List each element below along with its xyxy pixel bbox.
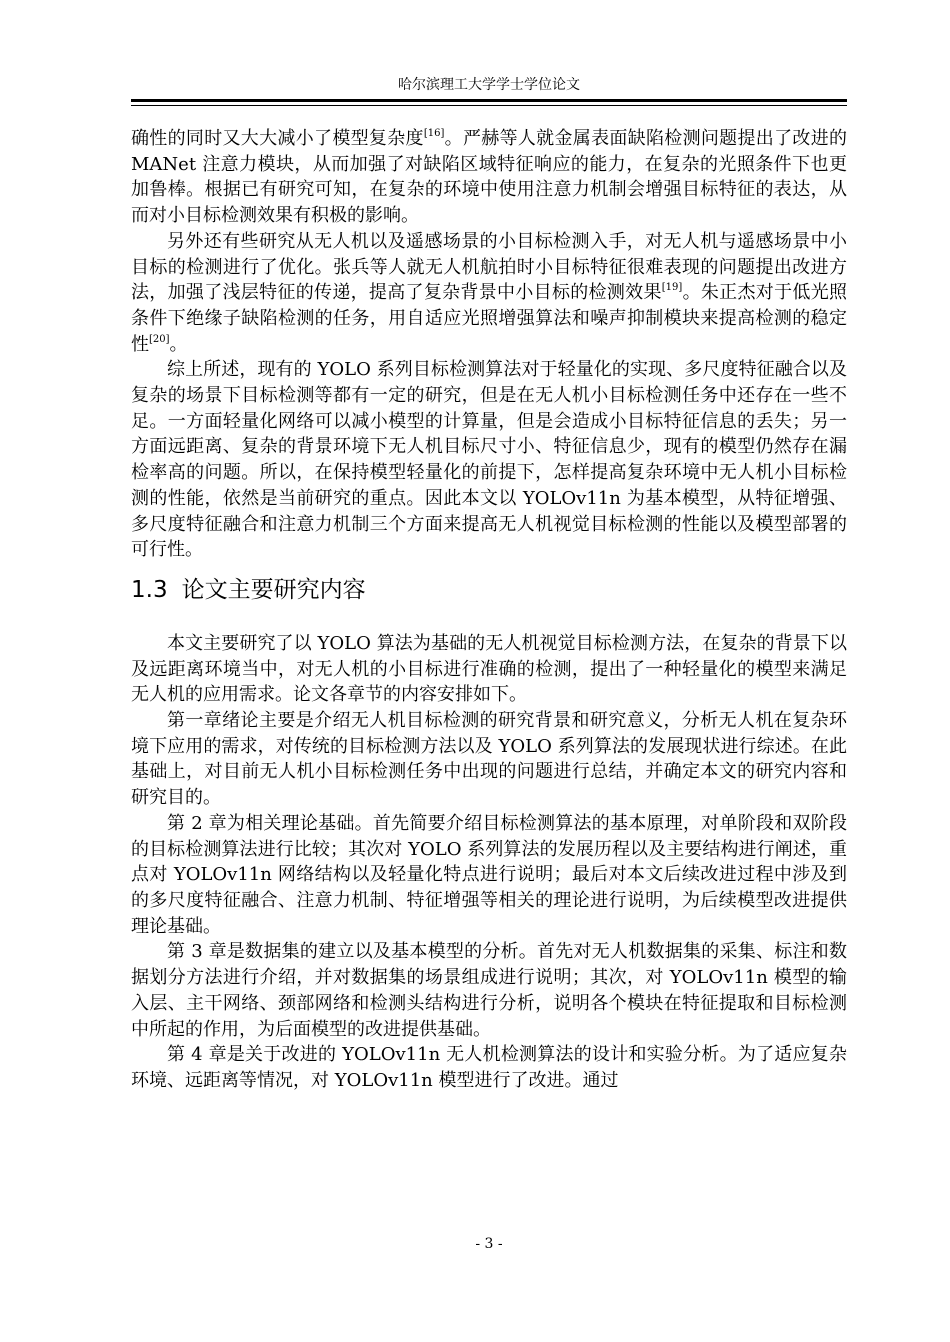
page-body (131, 126, 847, 1094)
paragraph-intro: 本文主要研究了以 YOLO 算法为基础的无人机视觉目标检测方法，在复杂的背景下以及远距离环境当中，对无人机的小目标进行准确的检测，提出了一种轻量化的模型来满足无人机的应用需求。论文各章节的内容安排如下。 (131, 632, 847, 706)
header-rule-thick (131, 99, 847, 102)
section-title: 论文主要研究内容 (181, 576, 366, 603)
paragraph-chapter-1: 第一章绪论主要是介绍无人机目标检测的研究背景和研究意义，分析无人机在复杂环境下应用的需求，对传统的目标检测方法以及 YOLO 系列算法的发展现状进行综述。在此基础上，对目前无人机小目标检测任务中出现的问题进行总结，并确定本文的研究内容和研究目的。 (131, 710, 847, 809)
paragraph-continued (131, 126, 847, 229)
paragraph-text: 。 (169, 333, 188, 355)
paragraph-text: 另外还有些研究从无人机以及遥感场景的小目标检测入手，对无人机与遥感场景中小目标的检测进行了优化。张兵等人就无人机航拍时小目标特征很难表现的问题提出改进方法，加强了浅层特征的传递，提高了复杂背景中小目标的检测效果 (131, 230, 847, 304)
header-rule-thin (131, 105, 847, 106)
paragraph-text: 确性的同时又大大减小了模型复杂度 (131, 128, 424, 149)
section-number: 1.3 (131, 576, 168, 603)
page-number: - 3 - (475, 1236, 503, 1252)
section-heading (131, 575, 847, 605)
paragraph-chapter-3: 第 3 章是数据集的建立以及基本模型的分析。首先对无人机数据集的采集、标注和数据划分方法进行介绍，并对数据集的场景组成进行说明；其次，对 YOLOv11n 模型的输入层、主干网络、颈部网络和检测头结构进行分析，说明各个模块在特征提取和目标检测中所起的作用，为后面模型的改进提供基础。 (131, 941, 847, 1040)
paragraph-text: 。严赫等人就金属表面缺陷检测问题提出了改进的 MANet 注意力模块，从而加强了对缺陷区域特征响应的能力，在复杂的光照条件下也更加鲁棒。根据已有研究可知，在复杂的环境中使用注意力机制会增强目标特征的表达，从而对小目标检测效果有积极的影响。 (131, 128, 847, 227)
paragraph-text: 。朱正杰对于低光照条件下绝缘子缺陷检测的任务，用自适应光照增强算法和噪声抑制模块来提高检测的稳定性 (131, 282, 847, 355)
citation-20: [20] (149, 333, 170, 345)
paragraph-chapter-2: 第 2 章为相关理论基础。首先简要介绍目标检测算法的基本原理，对单阶段和双阶段的目标检测算法进行比较；其次对 YOLO 系列算法的发展历程以及主要结构进行阐述，重点对 YOLOv11n 网络结构以及轻量化特点进行说明；最后对本文后续改进过程中涉及到的多尺度特征融合、注意力机制、特征增强等相关的理论进行说明，为后续模型改进提供理论基础。 (131, 812, 847, 937)
citation-16: [16] (423, 128, 445, 139)
citation-19: [19] (661, 282, 683, 294)
paragraph-chapter-4: 第 4 章是关于改进的 YOLOv11n 无人机检测算法的设计和实验分析。为了适应复杂环境、远距离等情况，对 YOLOv11n 模型进行了改进。通过 (131, 1044, 847, 1091)
running-header: 哈尔滨理工大学学士学位论文 (398, 77, 580, 93)
paragraph-summary: 综上所述，现有的 YOLO 系列目标检测算法对于轻量化的实现、多尺度特征融合以及复杂的场景下目标检测等都有一定的研究，但是在无人机小目标检测任务中还存在一些不足。一方面轻量化网络可以减小模型的计算量，但是会造成小目标特征信息的丢失；另一方面远距离、复杂的背景环境下无人机目标尺寸小、特征信息少，现有的模型仍然存在漏检率高的问题。所以，在保持模型轻量化的前提下，怎样提高复杂环境中无人机小目标检测的性能，依然是当前研究的重点。因此本文以 YOLOv11n 为基本模型，从特征增强、多尺度特征融合和注意力机制三个方面来提高无人机视觉目标检测的性能以及模型部署的可行性。 (131, 359, 847, 561)
paragraph-related-work (131, 229, 847, 358)
